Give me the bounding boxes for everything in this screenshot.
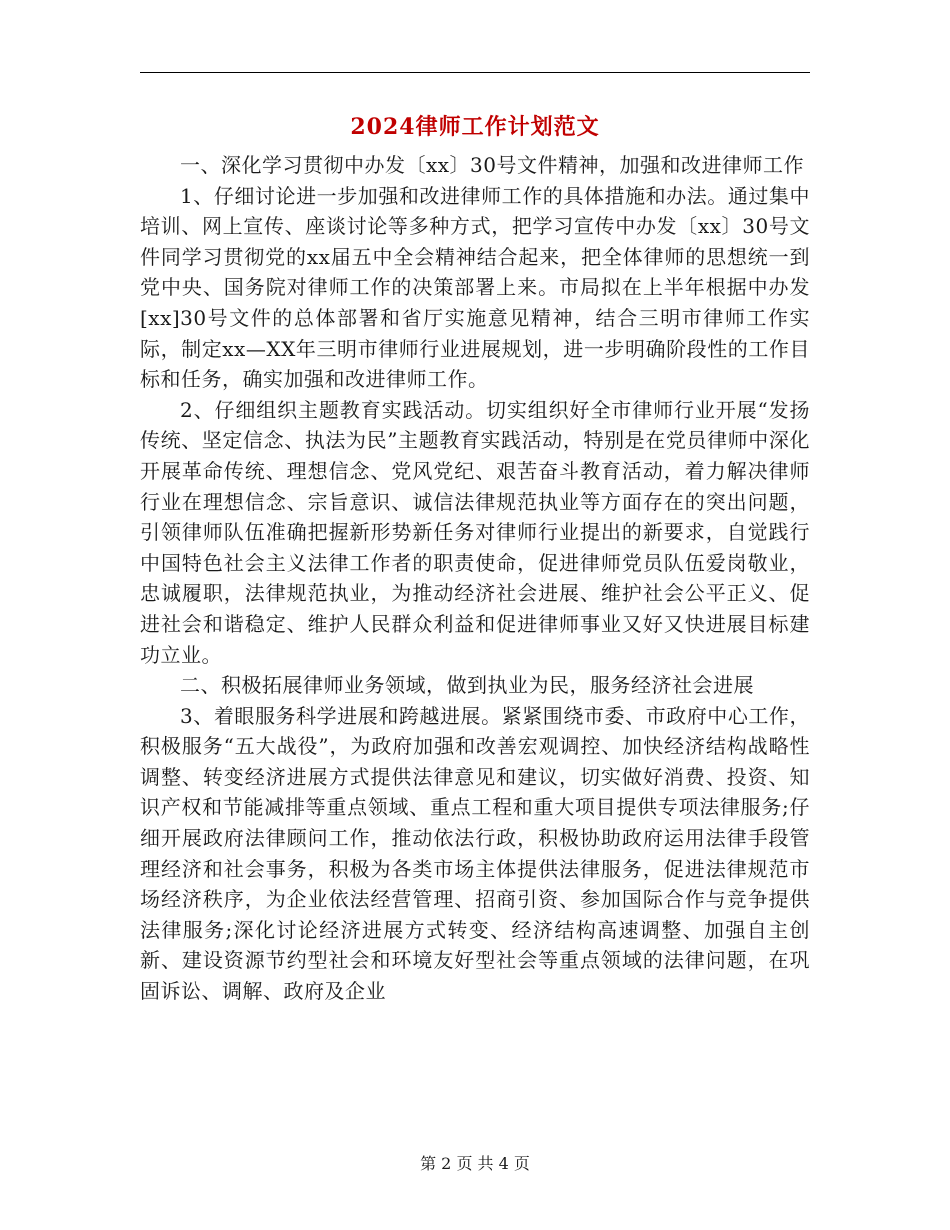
page-footer: 第 2 页 共 4 页 xyxy=(420,1154,530,1173)
paragraph-section-1-heading: 一、深化学习贯彻中办发〔xx〕30号文件精神，加强和改进律师工作 xyxy=(180,153,805,177)
paragraph-item-2: 2、仔细组织主题教育实践活动。切实组织好全市律师行业开展“发扬传统、坚定信念、执法为民”主题教育实践活动，特别是在党员律师中深化开展革命传统、理想信念、党风党纪、艰苦奋斗教育活动，着力解决律师行业在理想信念、宗旨意识、诚信法律规范执业等方面存在的突出问题，引领律师队伍准确把握新形势新任务对律师行业提出的新要求，自觉践行中国特色社会主义法律工作者的职责使命，促进律师党员队伍爱岗敬业，忠诚履职，法律规范执业，为推动经济社会进展、维护社会公平正义、促进社会和谐稳定、维护人民群众利益和促进律师事业又好又快进展目标建功立业。 xyxy=(140,397,810,667)
paragraph-section-2-heading: 二、积极拓展律师业务领域，做到执业为民，服务经济社会进展 xyxy=(180,673,754,698)
document-title: 2024律师工作计划范文 xyxy=(350,114,600,140)
header-rule xyxy=(140,72,810,73)
paragraph-item-1: 1、仔细讨论进一步加强和改进律师工作的具体措施和办法。通过集中培训、网上宣传、座谈讨论等多种方式，把学习宣传中办发〔xx〕30号文件同学习贯彻党的xx届五中全会精神结合起来，把全体律师的思想统一到党中央、国务院对律师工作的决策部署上来。市局拟在上半年根据中办发[xx]30号文件的总体部署和省厅实施意见精神，结合三明市律师工作实际，制定xx—XX年三明市律师行业进展规划，进一步明确阶段性的工作目标和任务，确实加强和改进律师工作。 xyxy=(140,183,810,392)
paragraph-item-3: 3、着眼服务科学进展和跨越进展。紧紧围绕市委、市政府中心工作，积极服务“五大战役”，为政府加强和改善宏观调控、加快经济结构战略性调整、转变经济进展方式提供法律意见和建议，切实做好消费、投资、知识产权和节能减排等重点领域、重点工程和重大项目提供专项法律服务;仔细开展政府法律顾问工作，推动依法行政，积极协助政府运用法律手段管理经济和社会事务，积极为各类市场主体提供法律服务，促进法律规范市场经济秩序，为企业依法经营管理、招商引资、参加国际合作与竞争提供法律服务;深化讨论经济进展方式转变、经济结构高速调整、加强自主创新、建设资源节约型社会和环境友好型社会等重点领域的法律问题，在巩固诉讼、调解、政府及企业 xyxy=(140,703,810,1004)
document-body xyxy=(140,150,810,1007)
